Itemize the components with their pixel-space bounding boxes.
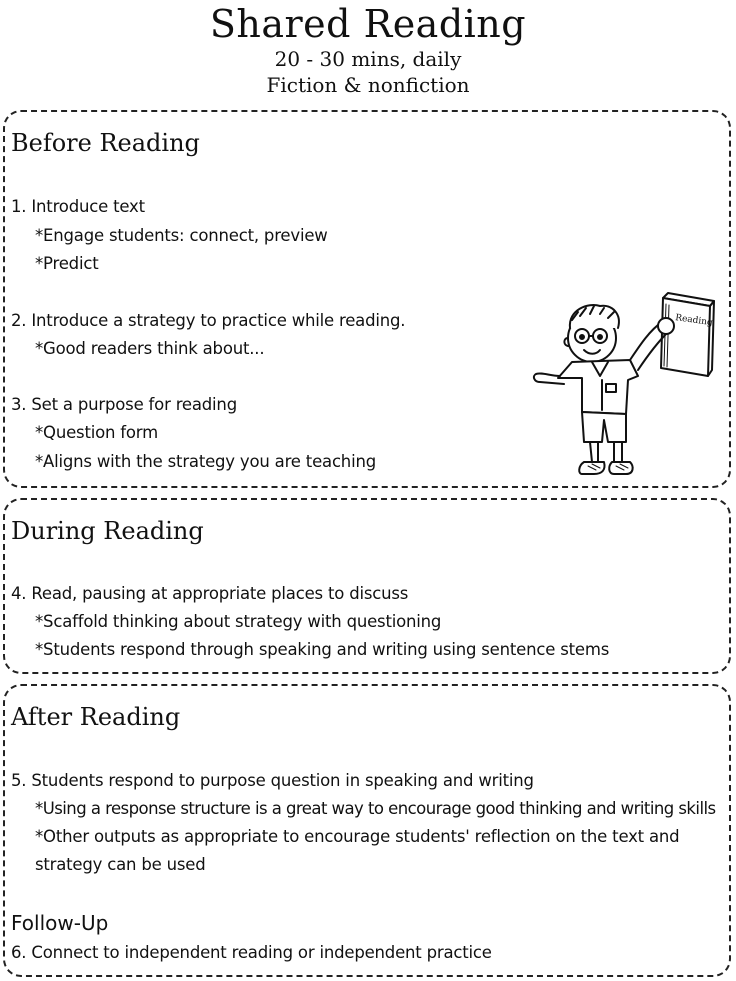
before-reading-heading: Before Reading	[11, 129, 200, 157]
step-3-detail-aligns: *Aligns with the strategy you are teaching	[35, 452, 376, 471]
step-3: 3. Set a purpose for reading	[11, 395, 237, 414]
step-4-detail-scaffold: *Scaffold thinking about strategy with questioning	[35, 612, 442, 631]
page-header	[0, 0, 736, 98]
after-reading-section	[3, 684, 731, 977]
step-1-detail-engage: *Engage students: connect, preview	[35, 226, 328, 245]
page-title: Shared Reading	[209, 2, 527, 46]
step-5-detail-outputs-cont: strategy can be used	[35, 855, 206, 874]
step-4: 4. Read, pausing at appropriate places to discuss	[11, 584, 409, 603]
during-reading-section	[3, 498, 731, 674]
step-2-detail: *Good readers think about...	[35, 339, 265, 358]
step-3-detail-question: *Question form	[35, 423, 158, 442]
during-reading-heading: During Reading	[11, 517, 204, 545]
step-5-detail-structure: *Using a response structure is a great way to encourage good thinking and writing skills	[35, 799, 716, 818]
book-label: Reading	[674, 313, 714, 329]
step-5: 5. Students respond to purpose question in speaking and writing	[11, 771, 534, 790]
boy-holding-book-illustration	[530, 180, 730, 480]
text-type-subtitle: Fiction & nonfiction	[266, 73, 470, 97]
step-1: 1. Introduce text	[11, 197, 145, 216]
after-reading-heading: After Reading	[11, 703, 181, 731]
follow-up-label: Follow-Up	[11, 911, 109, 935]
step-2: 2. Introduce a strategy to practice while reading.	[11, 311, 406, 330]
duration-subtitle: 20 - 30 mins, daily	[274, 47, 462, 71]
step-5-detail-outputs: *Other outputs as appropriate to encourage students' reflection on the text and	[35, 827, 680, 846]
step-1-detail-predict: *Predict	[35, 254, 99, 273]
step-6: 6. Connect to independent reading or independent practice	[11, 943, 492, 962]
step-4-detail-respond: *Students respond through speaking and writing using sentence stems	[35, 640, 610, 659]
